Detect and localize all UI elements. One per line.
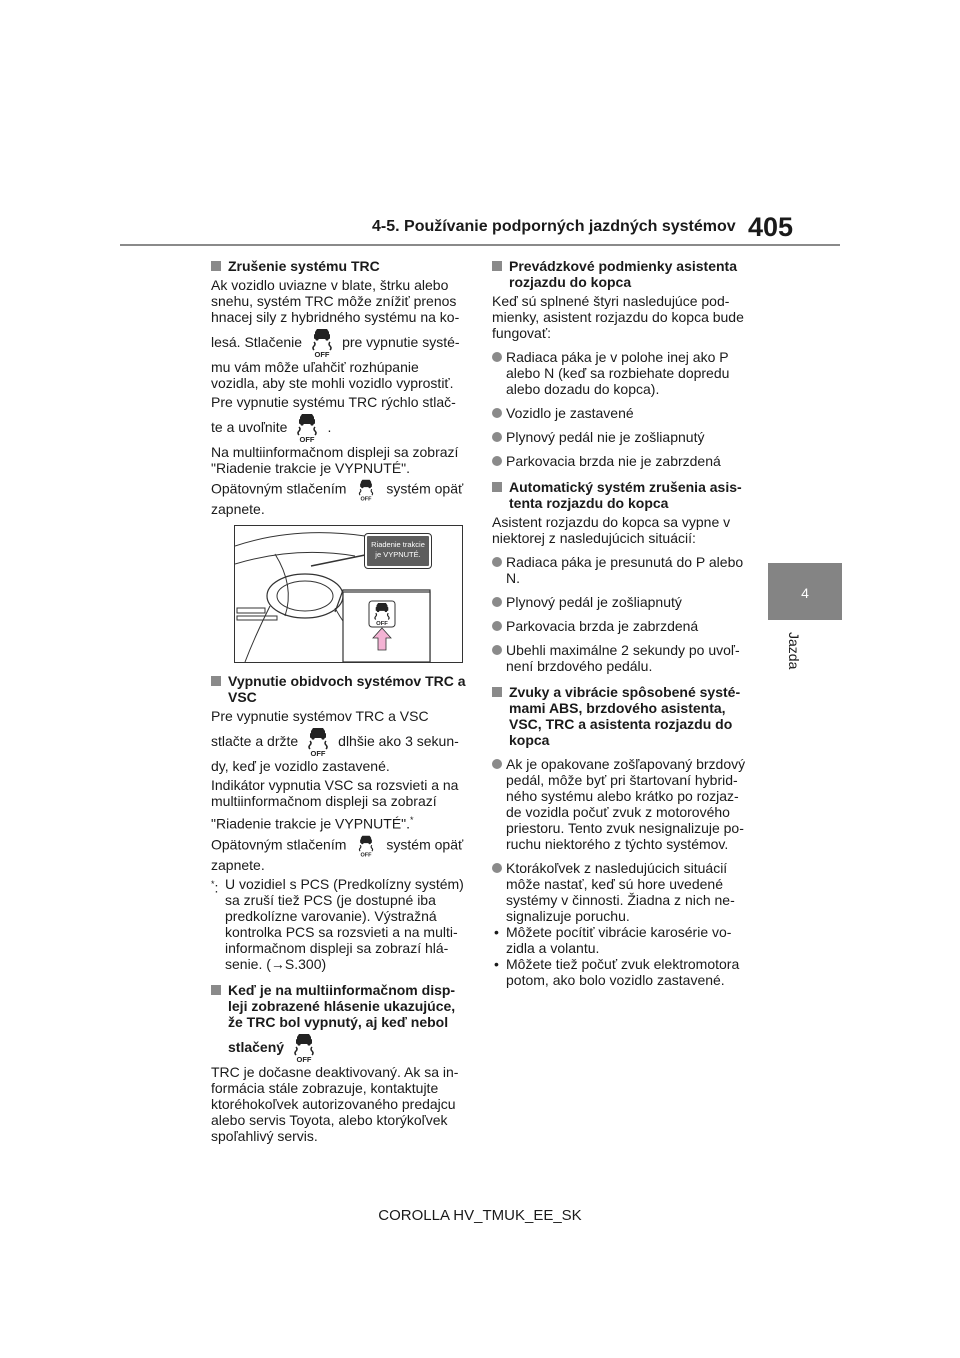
paragraph: TRC je dočasne deaktivovaný. Ak sa in- formácia stále zobrazuje, kontaktujte ktoréhokoľvek autorizovaného predajcu alebo servis Toyota, alebo ktorýkoľvek spoľahlivý servis. bbox=[211, 1063, 459, 1144]
footnote-text: U vozidiel s PCS (Predkolízny systém) sa zruší tiež PCS (je dostupné iba predkolízne varovanie). Výstražná kontrolka PCS sa rozsvieti a na multi- informačnom displeji sa zobrazí hlá- senie. (→S.300) bbox=[225, 875, 464, 972]
dot-item: • Môžete pocítiť vibrácie karosérie vo- zidla a volantu. bbox=[492, 924, 754, 956]
text: Opätovným stlačením bbox=[211, 480, 347, 497]
footnote bbox=[211, 876, 468, 972]
vsc-off-icon bbox=[308, 328, 336, 358]
header-rule bbox=[120, 244, 840, 246]
text: Opätovným stlačením bbox=[211, 836, 347, 853]
section-heading: Zvuky a vibrácie spôsobené systé- mami ABS, brzdového asistenta, VSC, TRC a asistenta rozjazdu do kopca bbox=[492, 684, 754, 748]
bullet-item: Parkovacia brzda nie je zabrzdená bbox=[492, 453, 754, 469]
page-number: 405 bbox=[748, 212, 794, 242]
message-callout bbox=[365, 534, 431, 568]
paragraph: Ak vozidlo uviazne v blate, štrku alebo snehu, systém TRC môže znížiť prenos hnacej sily z hybridného systému na ko- bbox=[211, 277, 460, 325]
footer-model-code: COROLLA HV_TMUK_EE_SK bbox=[378, 1207, 582, 1224]
text: systém opäť zapnete. bbox=[211, 836, 464, 873]
callout-line: Riadenie trakcie bbox=[371, 540, 425, 549]
paragraph-with-icon bbox=[211, 479, 468, 517]
bullet-item: Plynový pedál je zošliapnutý bbox=[492, 594, 754, 610]
bullet-item: Vozidlo je zastavené bbox=[492, 405, 754, 421]
paragraph: Keď sú splnené štyri nasledujúce pod- mienky, asistent rozjazdu do kopca bude fungovať: bbox=[492, 293, 744, 341]
callout-line: je VYPNUTÉ. bbox=[375, 550, 421, 559]
section-heading: Zrušenie systému TRC bbox=[211, 258, 468, 274]
vsc-off-icon bbox=[352, 479, 380, 501]
paragraph-with-icon bbox=[211, 835, 468, 873]
dashboard-illustration bbox=[234, 525, 463, 663]
paragraph bbox=[211, 812, 468, 832]
section-title: 4-5. Používanie podporných jazdných systémov bbox=[372, 218, 736, 235]
bullet-item: Parkovacia brzda je zabrzdená bbox=[492, 618, 754, 634]
bullet-item: Radiaca páka je v polohe inej ako P alebo N (keď sa rozbiehate dopredu alebo dozadu do kopca). bbox=[492, 349, 754, 397]
paragraph: Na multiinformačnom displeji sa zobrazí "Riadenie trakcie je VYPNUTÉ". bbox=[211, 444, 459, 476]
paragraph: Indikátor vypnutia VSC sa rozsvieti a na multiinformačnom displeji sa zobrazí bbox=[211, 777, 459, 809]
bullet-item: Ktorákoľvek z nasledujúcich situácií môže nastať, keď sú hore uvedené systémy v činnosti. Žiadna z nich ne- signalizuje poruchu. bbox=[492, 860, 754, 924]
text: stlačte a držte bbox=[211, 733, 299, 749]
paragraph: Pre vypnutie systému TRC rýchlo stlač- bbox=[211, 394, 456, 410]
asterisk: * bbox=[410, 815, 414, 825]
left-column bbox=[211, 248, 468, 1144]
right-column bbox=[492, 248, 754, 988]
chapter-label: Jazda bbox=[786, 632, 802, 670]
footnote-mark: *: bbox=[211, 878, 219, 896]
paragraph: Asistent rozjazdu do kopca sa vypne v niektorej z nasledujúcich situácií: bbox=[492, 514, 731, 546]
paragraph: Pre vypnutie systémov TRC a VSC bbox=[211, 708, 429, 724]
heading-text: Keď je na multiinformačnom disp- leji zobrazené hlásenie ukazujúce, že TRC bol vypnutý, aj keď nebol bbox=[228, 981, 456, 1030]
text: pre vypnutie systé- bbox=[342, 334, 460, 350]
heading-with-icon bbox=[211, 1030, 468, 1064]
chapter-tab[interactable] bbox=[768, 563, 842, 620]
chapter-number: 4 bbox=[801, 585, 809, 601]
vsc-off-icon bbox=[304, 727, 332, 757]
vsc-off-icon bbox=[290, 1033, 318, 1063]
dot-item: • Môžete tiež počuť zvuk elektromotora potom, ako bolo vozidlo zastavené. bbox=[492, 956, 754, 988]
bullet-item: Ak je opakovane zošľapovaný brzdový pedál, môže byť pri štartovaní hybrid- ného systému alebo krátko po rozjaz- de vozidla počuť zvuk z motorového priestoru. Tento zvuk nesignalizuje po- ruchu niektorého z týchto systémov. bbox=[492, 756, 754, 852]
text: systém opäť zapnete. bbox=[211, 480, 464, 517]
paragraph: mu vám môže uľahčiť rozhúpanie vozidla, aby ste mohli vozidlo vyprostiť. bbox=[211, 359, 454, 391]
paragraph: dy, keď je vozidlo zastavené. bbox=[211, 758, 390, 774]
bullet-item: Radiaca páka je presunutá do P alebo N. bbox=[492, 554, 754, 586]
section-heading: Prevádzkové podmienky asistenta rozjazdu do kopca bbox=[492, 258, 754, 290]
bullet-item: Ubehli maximálne 2 sekundy po uvoľ- není brzdového pedálu. bbox=[492, 642, 754, 674]
vsc-off-icon bbox=[352, 835, 380, 857]
paragraph-with-icon bbox=[211, 325, 468, 359]
paragraph-with-icon bbox=[211, 724, 468, 758]
text: "Riadenie trakcie je VYPNUTÉ". bbox=[211, 815, 411, 832]
paragraph-with-icon bbox=[211, 410, 468, 444]
section-heading: Automatický systém zrušenia asis- tenta rozjazdu do kopca bbox=[492, 479, 754, 511]
bullet-item: Plynový pedál nie je zošliapnutý bbox=[492, 429, 754, 445]
text: te a uvoľnite bbox=[211, 419, 288, 435]
text: lesá. Stlačenie bbox=[211, 334, 303, 350]
section-heading bbox=[211, 982, 468, 1030]
heading-text: stlačený bbox=[228, 1038, 285, 1055]
text: dlhšie ako 3 sekun- bbox=[338, 733, 459, 749]
text: . bbox=[327, 419, 332, 435]
vsc-off-icon bbox=[293, 413, 321, 443]
section-heading: Vypnutie obidvoch systémov TRC a VSC bbox=[211, 673, 468, 705]
